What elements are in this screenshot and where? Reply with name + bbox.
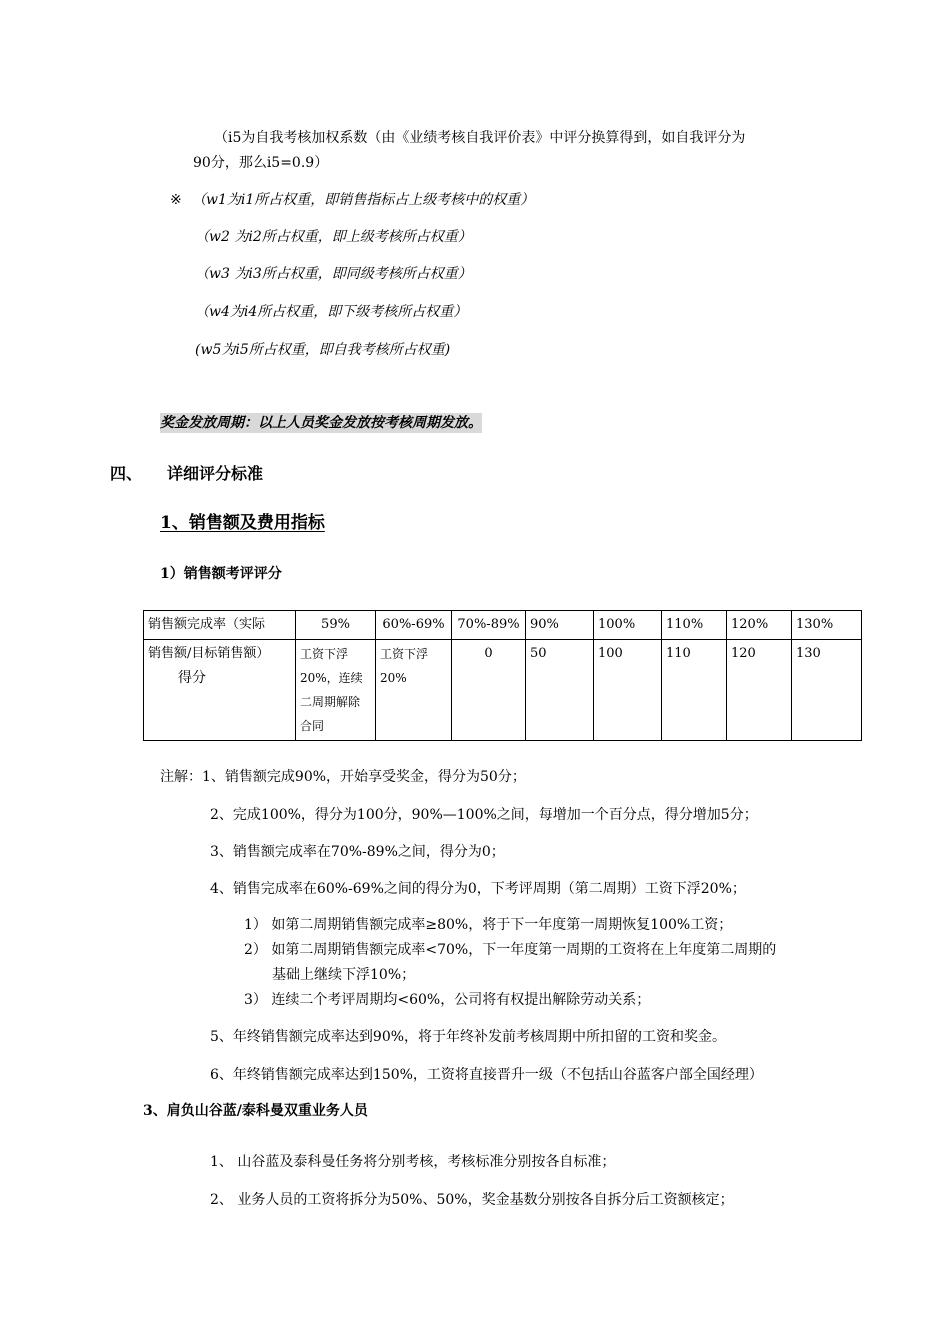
- section-title: 详细评分标准: [167, 464, 264, 483]
- intro-line-1: （i5为自我考核加权系数（由《业绩考核自我评价表》中评分换算得到，如自我评分为: [214, 130, 746, 146]
- weight-w2: （w2 为i2所占权重，即上级考核所占权重）: [195, 229, 472, 245]
- header-cell: 70%-89%: [452, 611, 526, 640]
- sales-score-table: [143, 610, 862, 741]
- score-cell: 120: [727, 640, 792, 741]
- dual-business-item-1: 1、 山谷蓝及泰科曼任务将分别考核，考核标准分别按各自标准；: [210, 1154, 616, 1170]
- rate-label-line-1: 销售额完成率（实际: [148, 617, 266, 632]
- dual-business-item-2: 2、 业务人员的工资将拆分为50%、50%，奖金基数分别按各自拆分后工资额核定；: [210, 1192, 734, 1208]
- intro-line-2: 90分，那么i5=0.9）: [193, 155, 329, 171]
- weight-w4: （w4为i4所占权重，即下级考核所占权重）: [195, 304, 468, 320]
- note-2: 2、完成100%，得分为100分，90%—100%之间，每增加一个百分点，得分增加5分；: [210, 807, 758, 823]
- table-header-row: [144, 611, 862, 640]
- note-4: 4、销售完成率在60%-69%之间的得分为0，下考评周期（第二周期）工资下浮20%；: [210, 881, 746, 897]
- header-cell: 60%-69%: [376, 611, 452, 640]
- header-cell: 90%: [526, 611, 594, 640]
- score-cell: 工资下浮20%: [376, 640, 452, 741]
- rate-label-cell: [144, 611, 296, 640]
- dual-business-title: 3、肩负山谷蓝/泰科曼双重业务人员: [143, 1103, 368, 1119]
- table-score-row: [144, 640, 862, 741]
- note-3: 3、销售额完成率在70%-89%之间，得分为0；: [210, 844, 505, 860]
- header-cell: 59%: [296, 611, 376, 640]
- header-cell: 120%: [727, 611, 792, 640]
- subsection-title: 1、销售额及费用指标: [160, 513, 325, 533]
- section-number: 四、: [110, 464, 143, 483]
- subnote-2-cont: 基础上继续下浮10%；: [272, 967, 416, 983]
- reference-mark: ※: [170, 192, 182, 208]
- bonus-period: 奖金发放周期：以上人员奖金发放按考核周期发放。: [160, 415, 482, 431]
- note-5: 5、年终销售额完成率达到90%，将于年终补发前考核周期中所扣留的工资和奖金。: [210, 1029, 727, 1045]
- note-6: 6、年终销售额完成率达到150%，工资将直接晋升一级（不包括山谷蓝客户部全国经理）: [210, 1067, 763, 1083]
- subnote-2: 2） 如第二周期销售额完成率<70%，下一年度第一周期的工资将在上年度第二周期的: [244, 942, 777, 958]
- score-cell: 100: [594, 640, 662, 741]
- score-cell: 110: [662, 640, 727, 741]
- header-cell: 130%: [792, 611, 862, 640]
- table-title: 1）销售额考评评分: [160, 566, 282, 582]
- weight-w3: （w3 为i3所占权重，即同级考核所占权重）: [195, 266, 472, 282]
- score-cell: 130: [792, 640, 862, 741]
- header-cell: 110%: [662, 611, 727, 640]
- score-label-cell: [144, 640, 296, 741]
- note-1: 注解：1、销售额完成90%，开始享受奖金，得分为50分；: [160, 769, 526, 785]
- subnote-1: 1） 如第二周期销售额完成率≥80%，将于下一年度第一周期恢复100%工资；: [244, 917, 733, 933]
- score-cell: 0: [452, 640, 526, 741]
- rate-label-line-2: 销售额/目标销售额）: [148, 646, 270, 661]
- score-cell: 50: [526, 640, 594, 741]
- score-label: 得分: [178, 670, 206, 686]
- subnote-3: 3） 连续二个考评周期均<60%，公司将有权提出解除劳动关系；: [244, 992, 651, 1008]
- weight-w5: (w5为i5所占权重，即自我考核所占权重): [195, 342, 451, 358]
- weight-w1: （w1为i1所占权重，即销售指标占上级考核中的权重）: [192, 192, 535, 208]
- header-cell: 100%: [594, 611, 662, 640]
- score-cell: 工资下浮20%，连续二周期解除合同: [296, 640, 376, 741]
